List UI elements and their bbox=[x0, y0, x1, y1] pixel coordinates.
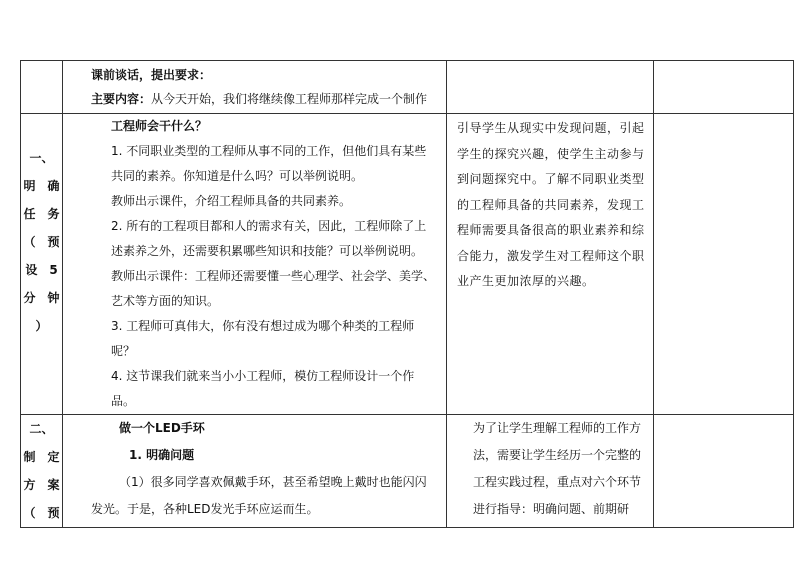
guide-text: 为了让学生理解工程师的工作方法，需要让学生经历一个完整的工程实践过程，重点对六个环节进行指导：明确问题、前期研 bbox=[473, 421, 642, 516]
table-row bbox=[21, 61, 794, 114]
content-line: 4. 这节课我们就来当小小工程师，模仿工程师设计一个作品。 bbox=[111, 369, 415, 408]
stage-char: 设 5 bbox=[25, 263, 58, 277]
section-subtitle: 1. 明确问题 bbox=[129, 448, 195, 462]
content-cell bbox=[63, 415, 447, 528]
table-row bbox=[21, 114, 794, 415]
section-title: 做一个LED手环 bbox=[119, 421, 205, 435]
main-text: 从今天开始，我们将继续像工程师那样完成一个制作 bbox=[151, 92, 428, 106]
guide-cell bbox=[447, 415, 654, 528]
content-line: 3. 工程师可真伟大，你有没有想过成为哪个种类的工程师呢？ bbox=[111, 319, 415, 358]
content-cell bbox=[63, 61, 447, 114]
stage-char: 明 确 bbox=[23, 179, 60, 193]
guide-cell bbox=[447, 61, 654, 114]
stage-char: 制 定 bbox=[23, 450, 60, 464]
intro-title: 课前谈话，提出要求： bbox=[91, 68, 212, 82]
section-paragraph: （1）很多同学喜欢佩戴手环，甚至希望晚上戴时也能闪闪发光。于是，各种LED发光手环应运而生。 bbox=[91, 475, 427, 516]
notes-cell bbox=[654, 61, 794, 114]
stage-char: 任 务 bbox=[23, 207, 60, 221]
content-line: 2. 所有的工程项目都和人的需求有关，因此，工程师除了上述素养之外，还需要积累哪些知识和技能？可以举例说明。 bbox=[111, 219, 427, 258]
guide-text: 引导学生从现实中发现问题，引起学生的探究兴趣，使学生主动参与到问题探究中。了解不同职业类型的工程师具备的共同素养，发现工程师需要具备很高的职业素养和综合能力，激发学生对工程师这个职业产生更加浓厚的兴趣。 bbox=[457, 121, 645, 288]
section-title: 工程师会干什么？ bbox=[111, 119, 208, 133]
stage-char: （ 预 bbox=[23, 506, 60, 520]
stage-char: （ 预 bbox=[23, 235, 60, 249]
content-line: 教师出示课件，介绍工程师具备的共同素养。 bbox=[111, 194, 352, 208]
stage-char: 一、 bbox=[29, 151, 54, 165]
stage-cell bbox=[21, 114, 63, 415]
stage-cell bbox=[21, 415, 63, 528]
guide-cell bbox=[447, 114, 654, 415]
stage-char: 二、 bbox=[29, 422, 54, 436]
notes-cell bbox=[654, 114, 794, 415]
table-row bbox=[21, 415, 794, 528]
lesson-plan-table bbox=[20, 60, 794, 528]
content-cell bbox=[63, 114, 447, 415]
content-line: 1. 不同职业类型的工程师从事不同的工作，但他们具有某些共同的素养。你知道是什么吗？可以举例说明。 bbox=[111, 144, 427, 183]
content-line: 教师出示课件：工程师还需要懂一些心理学、社会学、美学、艺术等方面的知识。 bbox=[111, 269, 436, 308]
stage-char: ） bbox=[35, 319, 48, 333]
stage-char: 方 案 bbox=[23, 478, 60, 492]
stage-cell bbox=[21, 61, 63, 114]
main-label: 主要内容： bbox=[91, 92, 152, 106]
stage-char: 分 钟 bbox=[23, 291, 60, 305]
notes-cell bbox=[654, 415, 794, 528]
